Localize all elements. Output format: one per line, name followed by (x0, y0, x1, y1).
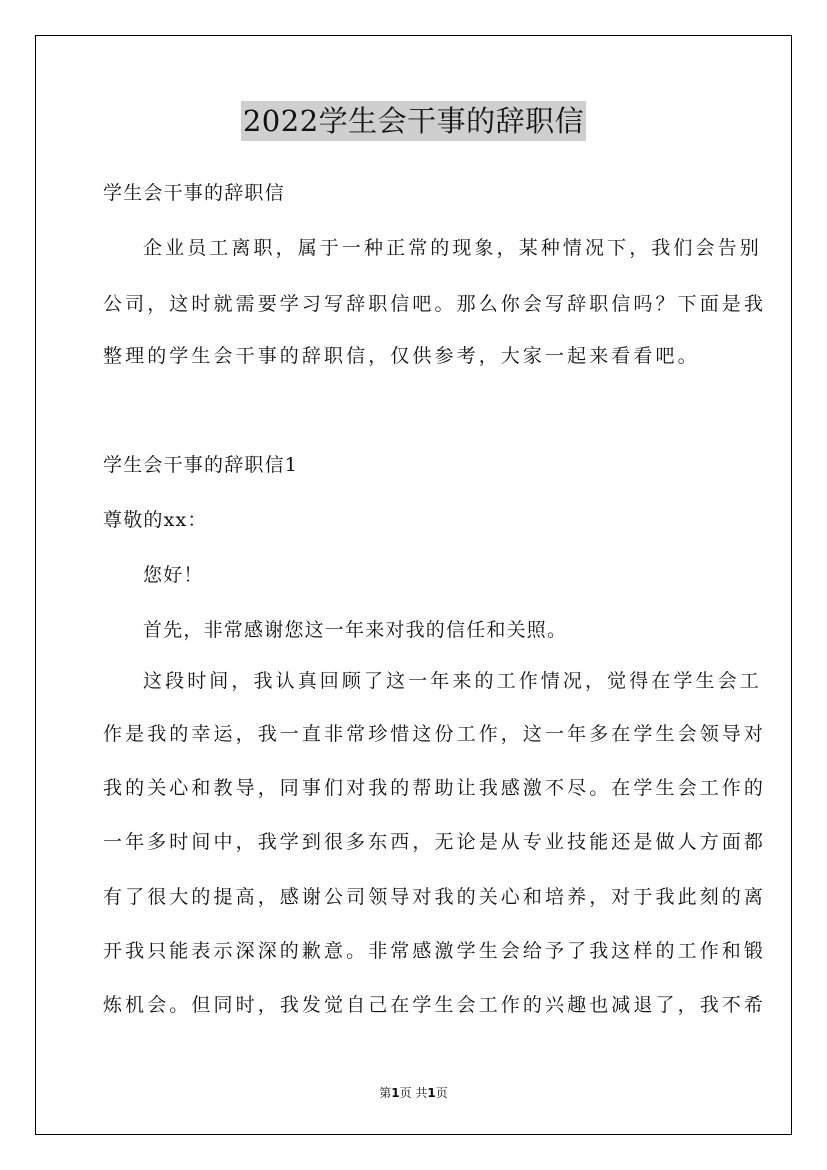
document-title: 2022学生会干事的辞职信 (241, 101, 586, 141)
body-line-3: 我的关心和教导，同事们对我的帮助让我感激不尽。在学生会工作的 (103, 777, 767, 799)
subtitle: 学生会干事的辞职信 (103, 182, 285, 204)
title-container (0, 101, 827, 141)
body-line-5: 有了很大的提高，感谢公司领导对我的关心和培养，对于我此刻的离 (103, 886, 767, 908)
body-line-6: 开我只能表示深深的歉意。非常感激学生会给予了我这样的工作和锻 (103, 940, 767, 962)
footer-page-number: 1 (391, 1086, 400, 1100)
section-heading: 学生会干事的辞职信1 (103, 454, 299, 476)
footer-prefix: 第 (379, 1086, 392, 1100)
page-footer (0, 1084, 827, 1101)
intro-line-1: 企业员工离职，属于一种正常的现象，某种情况下，我们会告别 (143, 237, 762, 259)
body-line-2: 作是我的幸运，我一直非常珍惜这份工作，这一年多在学生会领导对 (103, 723, 767, 745)
footer-mid: 页 共 (399, 1086, 428, 1100)
thanks-line: 首先，非常感谢您这一年来对我的信任和关照。 (143, 619, 568, 641)
body-line-7: 炼机会。但同时，我发觉自己在学生会工作的兴趣也减退了，我不希 (103, 994, 767, 1016)
intro-line-3: 整理的学生会干事的辞职信，仅供参考，大家一起来看看吧。 (103, 345, 700, 367)
body-line-1: 这段时间，我认真回顾了这一年来的工作情况，觉得在学生会工 (143, 670, 762, 692)
body-line-4: 一年多时间中，我学到很多东西，无论是从专业技能还是做人方面都 (103, 831, 767, 853)
greeting: 您好！ (143, 564, 204, 586)
footer-suffix: 页 (435, 1086, 448, 1100)
footer-total-pages: 1 (427, 1086, 436, 1100)
salutation: 尊敬的xx： (103, 509, 208, 531)
intro-line-2: 公司，这时就需要学习写辞职信吧。那么你会写辞职信吗？下面是我 (103, 293, 767, 315)
